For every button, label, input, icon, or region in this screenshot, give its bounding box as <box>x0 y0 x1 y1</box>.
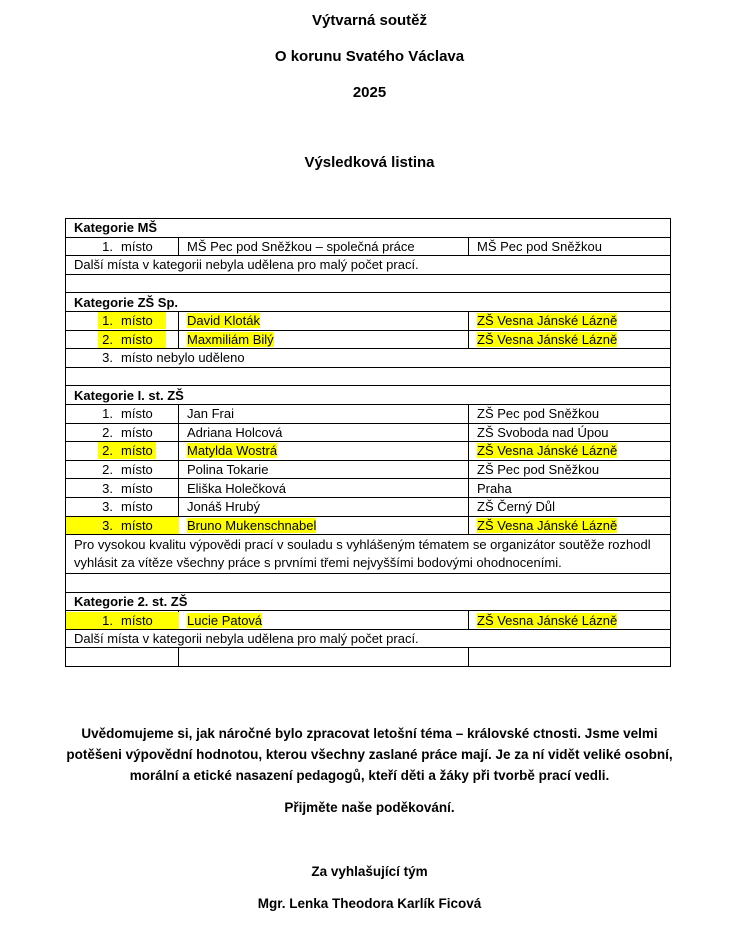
table-row <box>66 497 671 516</box>
school-name <box>469 611 671 630</box>
empty-cell <box>179 648 469 667</box>
category-note: Další místa v kategorii nebyla udělena pro malý počet prací. <box>66 629 671 648</box>
participant-name: Polina Tokarie <box>179 460 469 479</box>
participant-name <box>179 516 469 535</box>
highlighted-school: ZŠ Vesna Jánské Lázně <box>477 331 618 347</box>
note-row <box>66 629 671 648</box>
contest-year: 2025 <box>352 84 387 101</box>
category-title: Kategorie 2. st. ZŠ <box>66 592 671 611</box>
category-row-ms <box>66 219 671 238</box>
results-title: Výsledková listina <box>304 154 435 171</box>
participant-name <box>179 311 469 330</box>
place-word: místo <box>121 462 153 478</box>
place-cell <box>66 611 179 630</box>
highlighted-name: Maxmiliám Bilý <box>187 331 274 347</box>
table-row <box>66 349 671 368</box>
contest-name: O korunu Svatého Václava <box>274 48 465 65</box>
place-not-awarded <box>66 349 671 368</box>
place-word: místo <box>121 517 153 533</box>
note-row <box>66 256 671 275</box>
place-word: místo <box>121 238 153 254</box>
place-word: místo <box>113 312 166 329</box>
signature-name: Mgr. Lenka Theodora Karlík Ficová <box>257 896 482 911</box>
note-row <box>66 535 671 574</box>
school-name <box>469 311 671 330</box>
school-name: ZŠ Svoboda nad Úpou <box>469 423 671 442</box>
category-title: Kategorie MŠ <box>66 219 671 238</box>
place-number: 1. <box>102 612 113 628</box>
school-name <box>469 516 671 535</box>
place-cell <box>66 330 179 349</box>
place-number: 3. <box>102 517 113 533</box>
place-number: 2. <box>102 462 113 478</box>
table-row <box>66 479 671 498</box>
highlighted-school: ZŠ Vesna Jánské Lázně <box>477 443 618 459</box>
participant-name <box>179 330 469 349</box>
category-title: Kategorie I. st. ZŠ <box>66 386 671 405</box>
school-name: MŠ Pec pod Sněžkou <box>469 237 671 256</box>
participant-name <box>179 611 469 630</box>
category-row-zs-sp <box>66 293 671 312</box>
place-number: 3. <box>102 350 113 366</box>
empty-cell <box>66 274 671 293</box>
table-row <box>66 423 671 442</box>
empty-cell <box>66 574 671 593</box>
place-word: místo <box>113 442 156 459</box>
place-cell <box>66 479 179 498</box>
participant-name: Eliška Holečková <box>179 479 469 498</box>
place-cell <box>66 423 179 442</box>
place-cell <box>66 516 179 535</box>
category-note: Pro vysokou kvalitu výpovědi prací v souladu s vyhlášeným tématem se organizátor soutěže rozhodl vyhlásit za vítěze všechny práce s prvními třemi nejvyššími bodovými ohodnoceními. <box>66 535 671 574</box>
place-number: 3. <box>102 480 113 496</box>
place-number: 2. <box>98 442 113 459</box>
highlighted-name: Matylda Wostrá <box>187 443 278 459</box>
category-title: Kategorie ZŠ Sp. <box>66 293 671 312</box>
spacer-row <box>66 274 671 293</box>
school-name: Praha <box>469 479 671 498</box>
highlighted-name: David Kloták <box>187 313 260 329</box>
signoff-line: Za vyhlašující tým <box>311 864 428 879</box>
table-row <box>66 311 671 330</box>
spacer-row <box>66 574 671 593</box>
highlighted-school: ZŠ Vesna Jánské Lázně <box>477 517 618 533</box>
place-number: 1. <box>102 406 113 422</box>
highlighted-school: ZŠ Vesna Jánské Lázně <box>477 612 618 628</box>
participant-name: Adriana Holcová <box>179 423 469 442</box>
school-name: ZŠ Pec pod Sněžkou <box>469 404 671 423</box>
empty-cell <box>469 648 671 667</box>
contest-title: Výtvarná soutěž <box>311 12 428 29</box>
empty-cell <box>66 367 671 386</box>
place-number: 1. <box>102 238 113 254</box>
participant-name <box>179 442 469 461</box>
table-row <box>66 404 671 423</box>
highlighted-school: ZŠ Vesna Jánské Lázně <box>477 313 618 329</box>
place-number: 1. <box>98 312 113 329</box>
place-cell <box>66 497 179 516</box>
place-cell <box>66 442 179 461</box>
not-awarded-text: místo nebylo uděleno <box>121 350 245 366</box>
place-cell <box>66 311 179 330</box>
place-cell <box>66 404 179 423</box>
highlighted-name: Bruno Mukenschnabel <box>187 517 317 533</box>
empty-cell <box>66 648 179 667</box>
place-word: místo <box>121 406 153 422</box>
participant-name: Jan Frai <box>179 404 469 423</box>
place-cell <box>66 460 179 479</box>
place-number: 2. <box>102 424 113 440</box>
school-name <box>469 442 671 461</box>
category-row-zs2 <box>66 592 671 611</box>
participant-name: MŠ Pec pod Sněžkou – společná práce <box>179 237 469 256</box>
category-row-zs1 <box>66 386 671 405</box>
spacer-row <box>66 648 671 667</box>
place-word: místo <box>121 480 153 496</box>
place-number: 2. <box>98 331 113 348</box>
place-highlight <box>66 612 179 629</box>
highlighted-name: Lucie Patová <box>187 612 263 628</box>
results-table <box>65 218 671 667</box>
participant-name: Jonáš Hrubý <box>179 497 469 516</box>
school-name: ZŠ Černý Důl <box>469 497 671 516</box>
place-cell <box>66 237 179 256</box>
place-word: místo <box>121 499 153 515</box>
place-word: místo <box>121 424 153 440</box>
thanks-line: Přijměte naše poděkování. <box>284 800 455 815</box>
table-row <box>66 330 671 349</box>
school-name: ZŠ Pec pod Sněžkou <box>469 460 671 479</box>
table-row <box>66 460 671 479</box>
place-word: místo <box>121 612 153 628</box>
place-word: místo <box>113 331 166 348</box>
category-note: Další místa v kategorii nebyla udělena pro malý počet prací. <box>66 256 671 275</box>
place-number: 3. <box>102 499 113 515</box>
table-row <box>66 516 671 535</box>
spacer-row <box>66 367 671 386</box>
thanks-paragraph: Uvědomujeme si, jak náročné bylo zpracovat letošní téma – královské ctnosti. Jsme velmi potěšeni výpovědní hodnotou, kterou všechny zaslané práce mají. Je za ní vidět veliké osobní, morální a etické nasazení pedagogů, kteří děti a žáky při tvorbě prací vedli. <box>66 726 673 783</box>
table-row <box>66 442 671 461</box>
table-row <box>66 611 671 630</box>
table-row <box>66 237 671 256</box>
school-name <box>469 330 671 349</box>
place-highlight <box>66 517 179 534</box>
